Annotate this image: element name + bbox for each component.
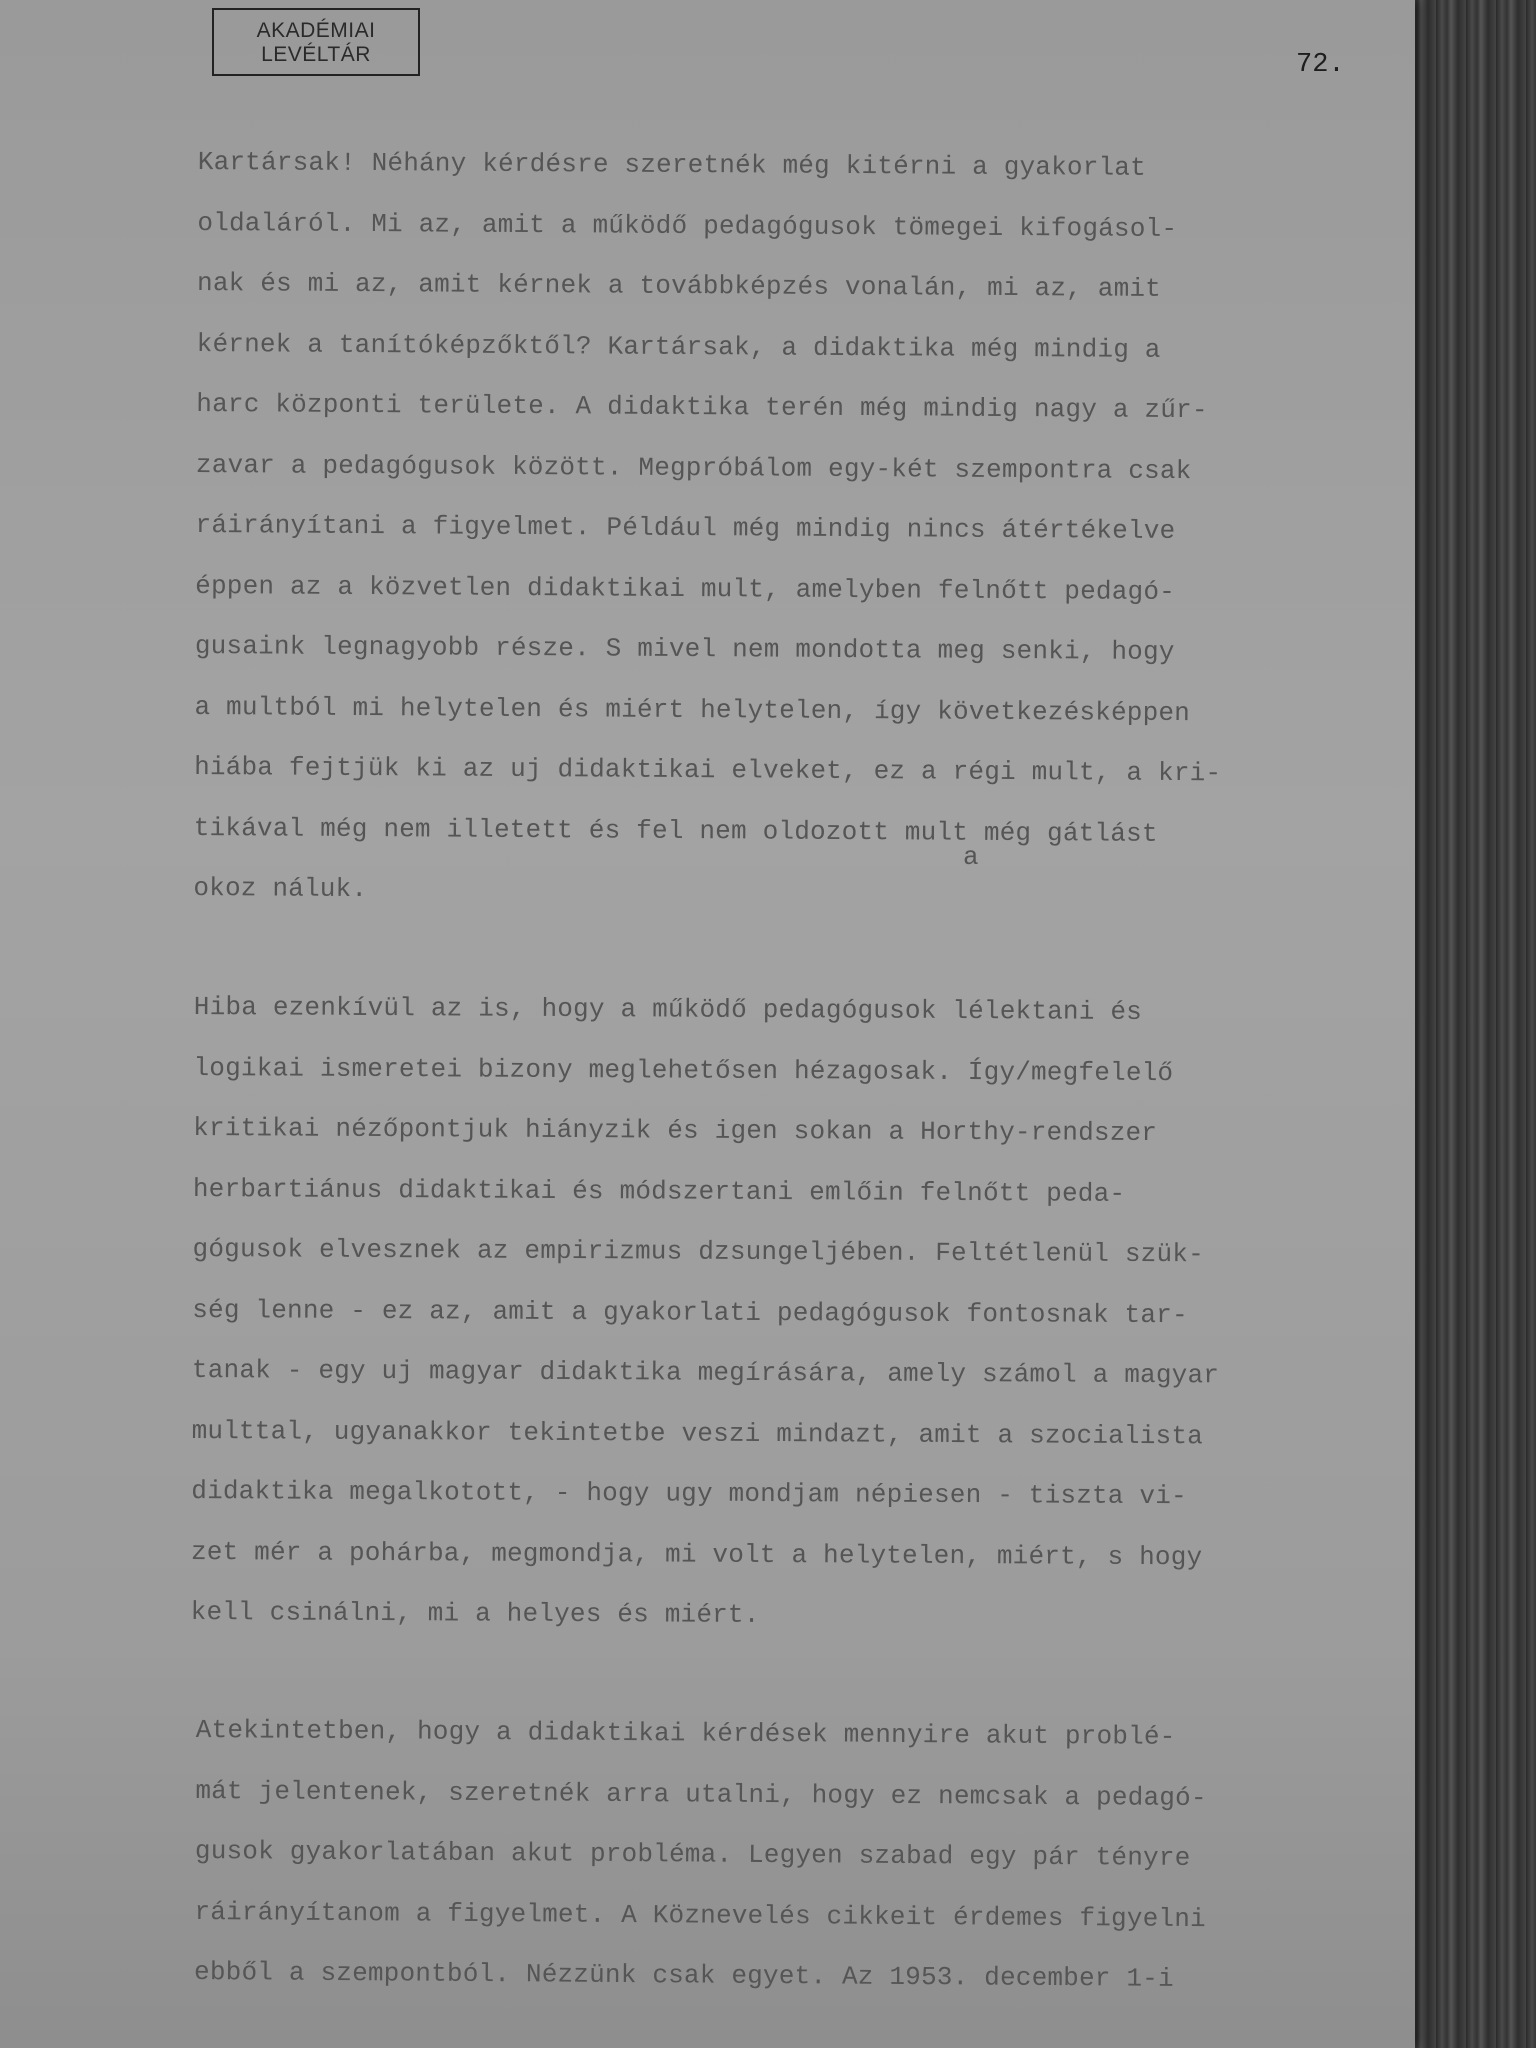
text-line: oldaláról. Mi az, amit a működő pedagógusok tömegei kifogásol- bbox=[197, 207, 1178, 244]
text-line: kell csinálni, mi a helyes és miért. bbox=[190, 1596, 760, 1630]
stamp-line-2: LEVÉLTÁR bbox=[261, 43, 371, 66]
text-line: didaktika megalkotott, - hogy ugy mondjam népiesen - tiszta vi- bbox=[191, 1475, 1187, 1511]
text-line: tikával még nem illetett és fel nem oldozott mult még gátlást bbox=[193, 812, 1158, 849]
text-line: herbartiánus didaktikai és módszertani emlőin felnőtt peda- bbox=[192, 1172, 1126, 1208]
text-line: kérnek a tanítóképzőktől? Kartársak, a didaktika még mindig a bbox=[196, 328, 1161, 365]
text-line: éppen az a közvetlen didaktikai mult, amelyben felnőtt pedagó- bbox=[195, 570, 1176, 607]
text-line: mát jelentenek, szeretnék arra utalni, hogy ez nemcsak a pedagó- bbox=[195, 1775, 1207, 1813]
text-line: logikai ismeretei bizony meglehetősen hézagosak. Így/megfelelő bbox=[193, 1051, 1174, 1088]
paragraph-gap bbox=[198, 1642, 1413, 1700]
text-line: ráirányítani a figyelmet. Például még mindig nincs átértékelve bbox=[195, 509, 1176, 546]
text-line: ség lenne - ez az, amit a gyakorlati pedagógusok fontosnak tar- bbox=[192, 1293, 1188, 1330]
text-line: hiába fejtjük ki az uj didaktikai elveket, ez a régi mult, a kri- bbox=[194, 751, 1222, 789]
text-line: ráirányítanom a figyelmet. A Köznevelés cikkeit érdemes figyelni bbox=[194, 1896, 1206, 1934]
text-line: multtal, ugyanakkor tekintetbe veszi mindazt, amit a szocialista bbox=[191, 1414, 1204, 1451]
text-line: nak és mi az, amit kérnek a továbbképzés vonalán, mi az, amit bbox=[196, 267, 1162, 304]
archive-stamp bbox=[212, 8, 420, 76]
page-number: 72. bbox=[1296, 50, 1345, 80]
text-line: zet mér a pohárba, megmondja, mi volt a helytelen, miért, s hogy bbox=[190, 1535, 1203, 1572]
text-line: a multból mi helytelen és miért helytelen, így következésképpen bbox=[194, 691, 1191, 728]
text-line: Hiba ezenkívül az is, hogy a működő pedagógusok lélektani és bbox=[193, 991, 1143, 1027]
stamp-line-1: AKADÉMIAI bbox=[256, 19, 376, 42]
paragraph-3 bbox=[194, 1700, 1413, 2011]
text-line: tanak - egy uj magyar didaktika megírására, amely számol a magyar bbox=[191, 1354, 1220, 1390]
paragraph-1 bbox=[193, 132, 1413, 926]
document-body bbox=[190, 132, 1413, 2003]
text-line: Kartársak! Néhány kérdésre szeretnék még kitérni a gyakorlat bbox=[197, 146, 1147, 183]
text-line: kritikai nézőpontjuk hiányzik és igen sokan a Horthy-rendszer bbox=[193, 1112, 1158, 1148]
text-line: gusok gyakorlatában akut probléma. Legyen szabad egy pár tényre bbox=[194, 1835, 1191, 1873]
text-line: okoz náluk. bbox=[193, 872, 368, 905]
paragraph-2 bbox=[191, 977, 1413, 1649]
text-line: zavar a pedagógusok között. Megpróbálom egy-két szempontra csak bbox=[195, 449, 1192, 486]
text-line: harc központi területe. A didaktika terén még mindig nagy a zűr- bbox=[196, 388, 1208, 426]
text-line: gusaink legnagyobb része. S mivel nem mondotta meg senki, hogy bbox=[194, 630, 1175, 667]
paragraph-gap bbox=[198, 919, 1413, 977]
text-line: gógusok elvesznek az empirizmus dzsungeljében. Feltétlenül szük- bbox=[192, 1233, 1205, 1269]
text-line: ebből a szempontból. Nézzünk csak egyet. Az 1953. december 1-i bbox=[193, 1956, 1174, 1994]
desk-surface bbox=[1406, 0, 1536, 2048]
handwritten-insertion: a bbox=[963, 842, 979, 872]
text-line: Atekintetben, hogy a didaktikai kérdések mennyire akut problé- bbox=[195, 1714, 1176, 1752]
